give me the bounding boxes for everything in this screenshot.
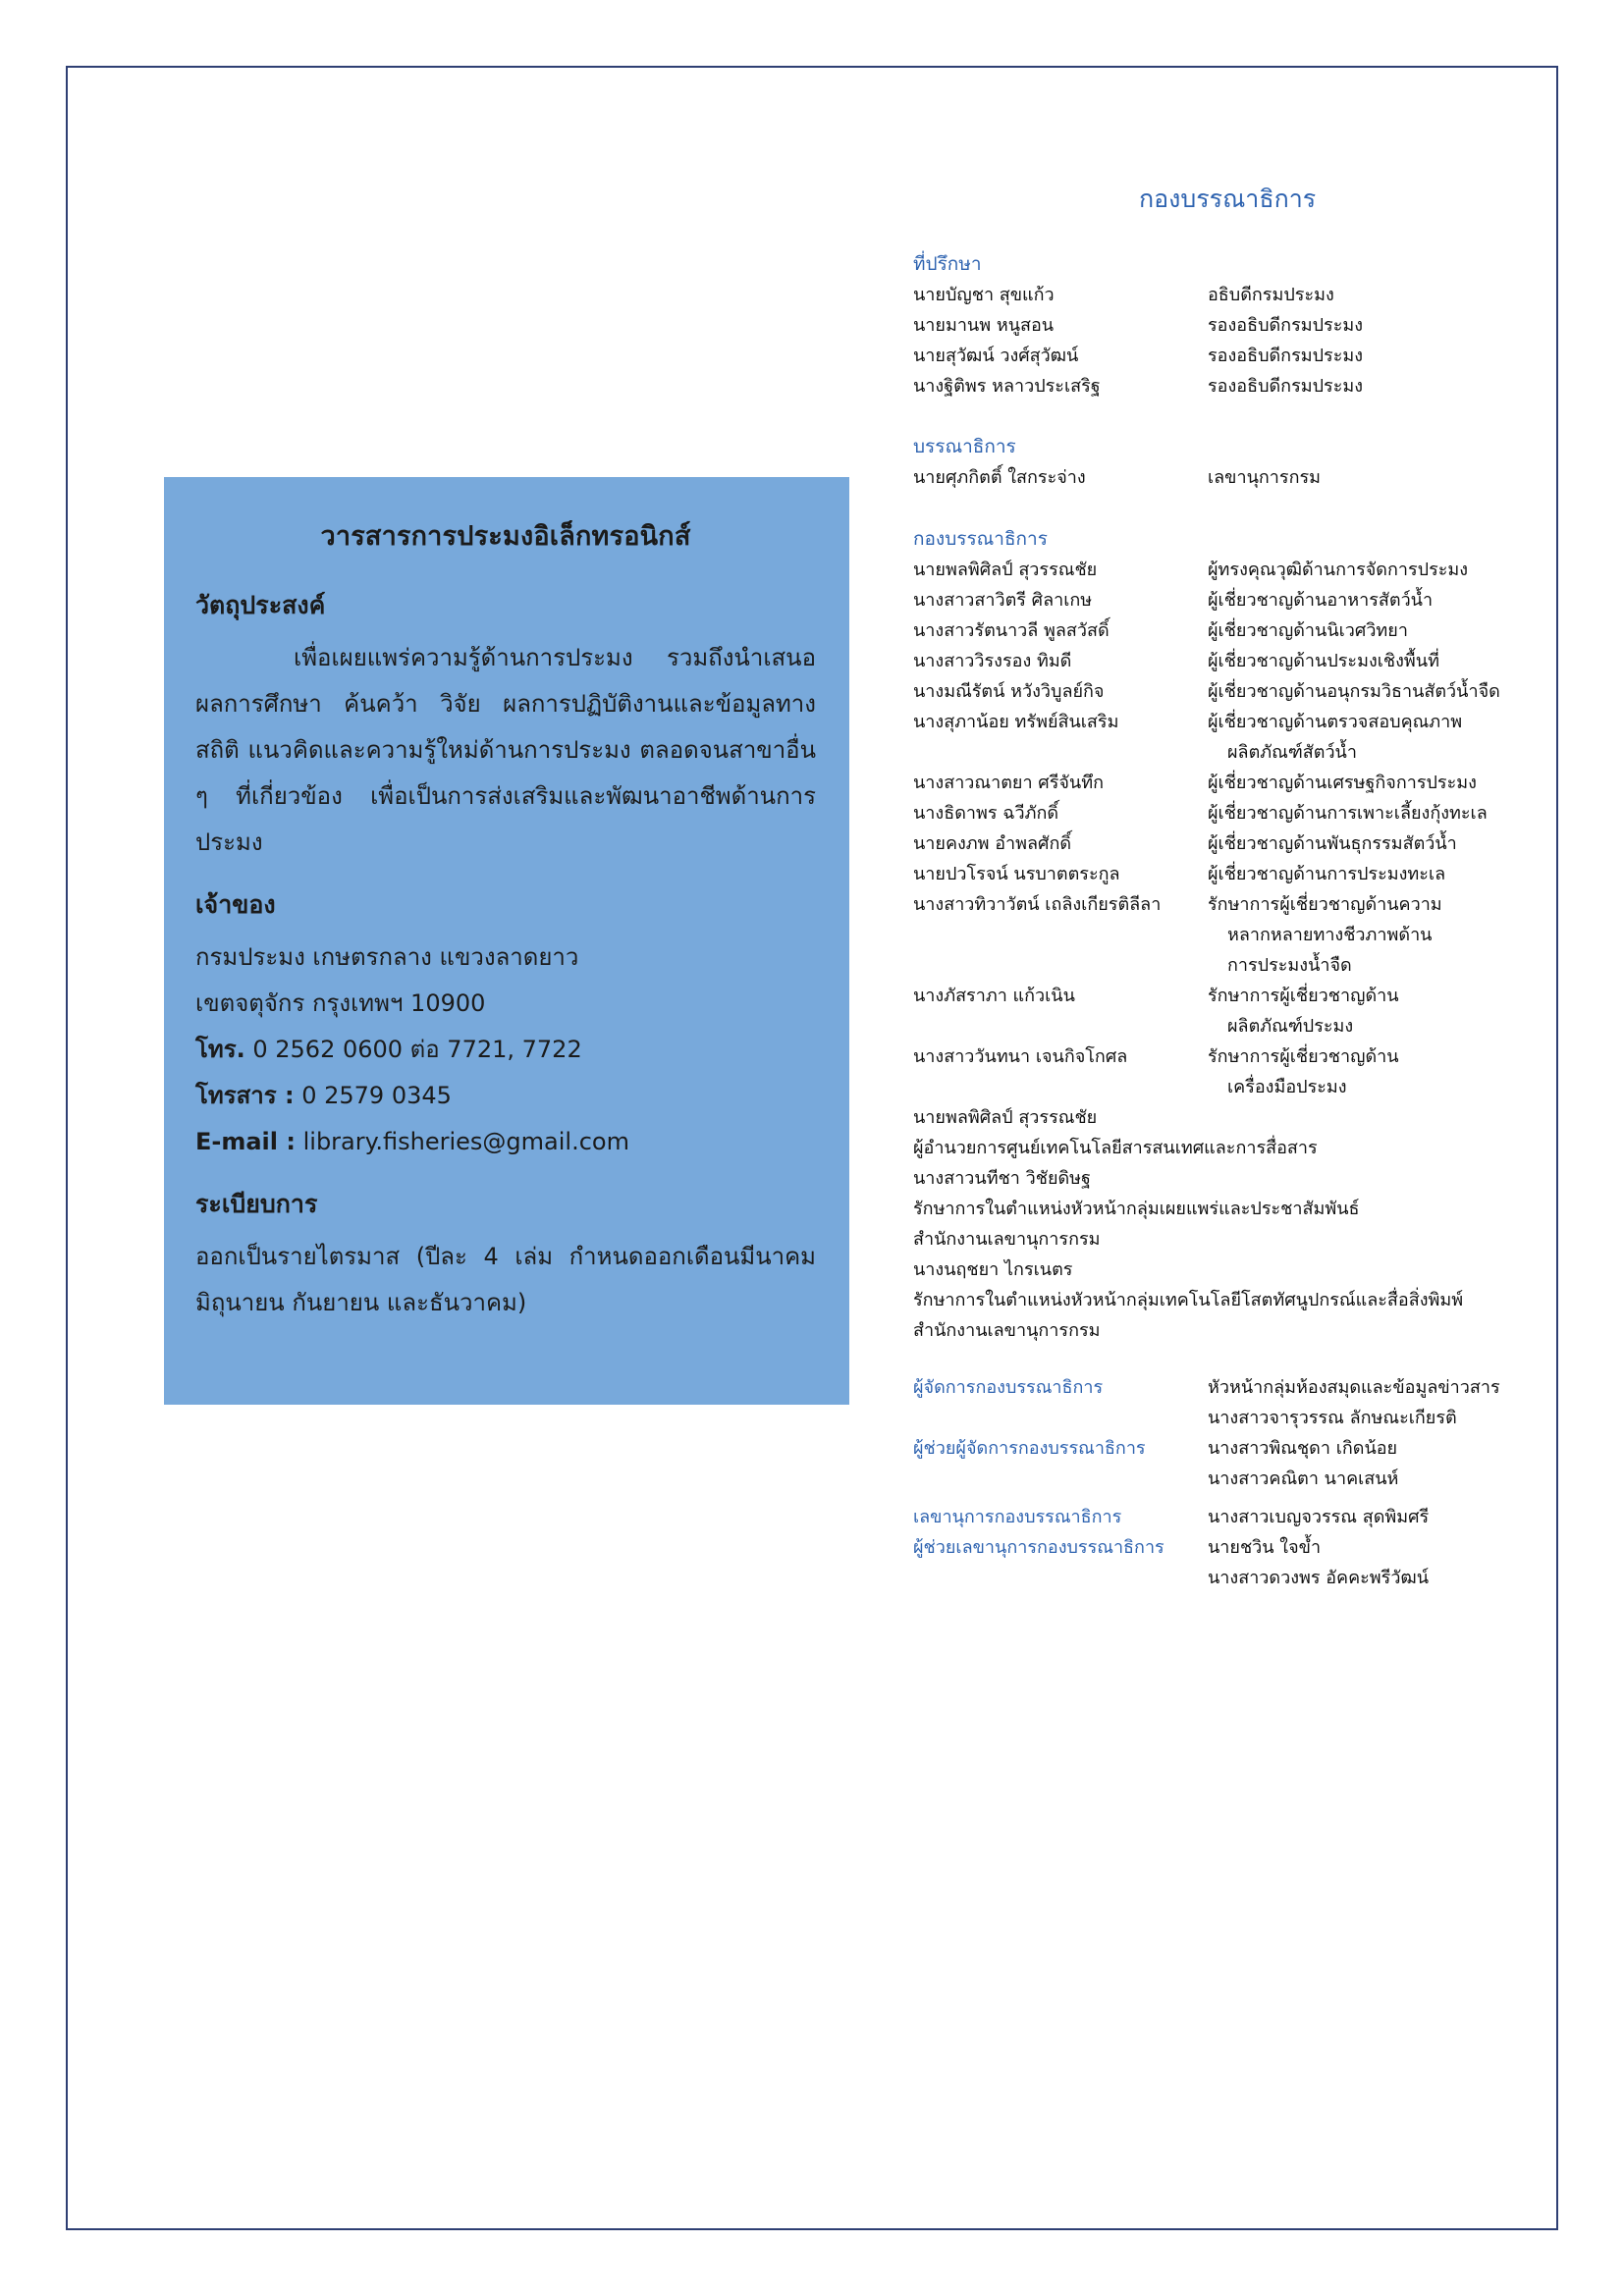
manager-row: ผู้จัดการกองบรรณาธิการ หัวหน้ากลุ่มห้องสมุดและข้อมูลข่าวสาร bbox=[913, 1377, 1500, 1398]
asst-manager-row: ผู้ช่วยผู้จัดการกองบรรณาธิการ นางสาวพิณชุดา เกิดน้อย bbox=[913, 1438, 1398, 1459]
editor-section bbox=[913, 432, 1542, 493]
secretary-row: เลขานุการกองบรรณาธิการ นางสาวเบญจวรรณ สุดพิมศรี bbox=[913, 1507, 1430, 1527]
extra-line: ผู้อำนวยการศูนย์เทคโนโลยีสารสนเทศและการสื่อสาร bbox=[913, 1138, 1318, 1158]
list-item: นางสาวณาตยา ศรีจันทึก ผู้เชี่ยวชาญด้านเศรษฐกิจการประมง bbox=[913, 773, 1477, 793]
phone-line bbox=[195, 1027, 816, 1073]
extra-line: รักษาการในตำแหน่งหัวหน้ากลุ่มเทคโนโลยีโสตทัศนูปกรณ์และสื่อสิ่งพิมพ์ bbox=[913, 1290, 1464, 1310]
schedule-text: ออกเป็นรายไตรมาส (ปีละ 4 เล่ม กำหนดออกเดือนมีนาคม มิถุนายน กันยายน และธันวาคม) bbox=[195, 1243, 816, 1316]
list-item: นางฐิติพร หลาวประเสริฐ รองอธิบดีกรมประมง bbox=[913, 376, 1364, 397]
objective-heading: วัตถุประสงค์ bbox=[195, 591, 326, 619]
owner-address-line1: กรมประมง เกษตรกลาง แขวงลาดยาว bbox=[195, 943, 579, 971]
manager-name: นางสาวจารุวรรณ ลักษณะเกียรติ bbox=[1208, 1408, 1457, 1428]
list-item: นางสาวรัตนาวลี พูลสวัสดิ์ ผู้เชี่ยวชาญด้านนิเวศวิทยา bbox=[913, 620, 1408, 641]
asst-manager-name: นางสาวคณิตา นาคเสนห์ bbox=[1208, 1468, 1399, 1489]
staff-section bbox=[913, 1372, 1542, 1593]
email-line bbox=[195, 1119, 816, 1165]
owner-address-line2: เขตจตุจักร กรุงเทพฯ 10900 bbox=[195, 989, 486, 1017]
list-item: นางธิดาพร ฉวีภักดิ์ ผู้เชี่ยวชาญด้านการเพาะเลี้ยงกุ้งทะเล bbox=[913, 803, 1488, 824]
board-members-heading: กองบรรณาธิการ bbox=[913, 528, 1048, 550]
fax-label: โทรสาร : bbox=[195, 1082, 295, 1109]
fax-value: 0 2579 0345 bbox=[301, 1082, 452, 1109]
list-item-continuation: หลากหลายทางชีวภาพด้าน bbox=[1227, 925, 1433, 945]
list-item-continuation: การประมงน้ำจืด bbox=[1227, 955, 1352, 976]
list-item: นางสาววิรงรอง ทิมดี ผู้เชี่ยวชาญด้านประมงเชิงพื้นที่ bbox=[913, 651, 1439, 671]
extra-line: นางสาวนทีชา วิชัยดิษฐ bbox=[913, 1168, 1091, 1189]
journal-info-box bbox=[164, 477, 849, 1405]
phone-label: โทร. bbox=[195, 1036, 245, 1063]
list-item: นางสาววันทนา เจนกิจโกศล รักษาการผู้เชี่ยวชาญด้าน bbox=[913, 1046, 1399, 1067]
schedule-heading: ระเบียบการ bbox=[195, 1190, 318, 1218]
list-item: นายพลพิศิลป์ สุวรรณชัย ผู้ทรงคุณวุฒิด้านการจัดการประมง bbox=[913, 560, 1469, 580]
list-item: นายศุภกิตติ์ ใสกระจ่าง เลขานุการกรม bbox=[913, 467, 1322, 488]
list-item: นางภัสราภา แก้วเนิน รักษาการผู้เชี่ยวชาญด้าน bbox=[913, 986, 1399, 1006]
advisors-heading: ที่ปรึกษา bbox=[913, 253, 982, 275]
asst-secretary-row: ผู้ช่วยเลขานุการกองบรรณาธิการ นายชวิน ใจข้ำ bbox=[913, 1537, 1322, 1558]
asst-secretary-name: นางสาวดวงพร อัคคะพรีวัฒน์ bbox=[1208, 1568, 1430, 1588]
extra-line: รักษาการในตำแหน่งหัวหน้ากลุ่มเผยแพร่และประชาสัมพันธ์ bbox=[913, 1199, 1360, 1219]
list-item-continuation: เครื่องมือประมง bbox=[1227, 1077, 1347, 1097]
extra-line: สำนักงานเลขานุการกรม bbox=[913, 1229, 1101, 1250]
phone-value: 0 2562 0600 ต่อ 7721, 7722 bbox=[252, 1036, 582, 1063]
owner-heading: เจ้าของ bbox=[195, 890, 276, 919]
advisors-section bbox=[913, 249, 1542, 401]
email-value: library.fisheries@gmail.com bbox=[302, 1128, 629, 1155]
editorial-board-title: กองบรรณาธิการ bbox=[1139, 185, 1317, 213]
extra-line: สำนักงานเลขานุการกรม bbox=[913, 1320, 1101, 1341]
extra-line: นายพลพิศิลป์ สุวรรณชัย bbox=[913, 1107, 1098, 1128]
list-item: นายปวโรจน์ นรบาตตระกูล ผู้เชี่ยวชาญด้านการประมงทะเล bbox=[913, 864, 1446, 884]
list-item: นางสาวสาวิตรี ศิลาเกษ ผู้เชี่ยวชาญด้านอาหารสัตว์น้ำ bbox=[913, 590, 1434, 611]
list-item: นายสุวัฒน์ วงศ์สุวัฒน์ รองอธิบดีกรมประมง bbox=[913, 346, 1364, 366]
list-item: นางมณีรัตน์ หวังวิบูลย์กิจ ผู้เชี่ยวชาญด้านอนุกรมวิธานสัตว์น้ำจืด bbox=[913, 681, 1500, 702]
email-label: E-mail : bbox=[195, 1128, 296, 1155]
editor-heading: บรรณาธิการ bbox=[913, 436, 1016, 457]
list-item: นางสาวทิวาวัตน์ เถลิงเกียรติลีลา รักษาการผู้เชี่ยวชาญด้านความ bbox=[913, 894, 1442, 915]
list-item: นายมานพ หนูสอน รองอธิบดีกรมประมง bbox=[913, 315, 1364, 336]
board-members-section bbox=[913, 524, 1542, 1346]
list-item-continuation: ผลิตภัณฑ์สัตว์น้ำ bbox=[1227, 742, 1357, 763]
extra-line: นางนฤชยา ไกรเนตร bbox=[913, 1259, 1073, 1280]
objective-text: เพื่อเผยแพร่ความรู้ด้านการประมง รวมถึงนำเสนอผลการศึกษา ค้นคว้า วิจัย ผลการปฏิบัติงานและข้อมูลทางสถิติ แนวคิดและความรู้ใหม่ด้านการประมง ตลอดจนสาขาอื่น ๆ ที่เกี่ยวข้อง เพื่อเป็นการส่งเสริมและพัฒนาอาชีพด้านการประมง bbox=[195, 644, 816, 856]
list-item: นางสุภาน้อย ทรัพย์สินเสริม ผู้เชี่ยวชาญด้านตรวจสอบคุณภาพ bbox=[913, 712, 1463, 732]
fax-line bbox=[195, 1073, 816, 1119]
list-item: นายบัญชา สุขแก้ว อธิบดีกรมประมง bbox=[913, 285, 1334, 305]
list-item-continuation: ผลิตภัณฑ์ประมง bbox=[1227, 1016, 1354, 1037]
journal-title: วารสารการประมงอิเล็กทรอนิกส์ bbox=[320, 521, 691, 552]
list-item: นายคงภพ อำพลศักดิ์ ผู้เชี่ยวชาญด้านพันธุกรรมสัตว์น้ำ bbox=[913, 833, 1457, 854]
